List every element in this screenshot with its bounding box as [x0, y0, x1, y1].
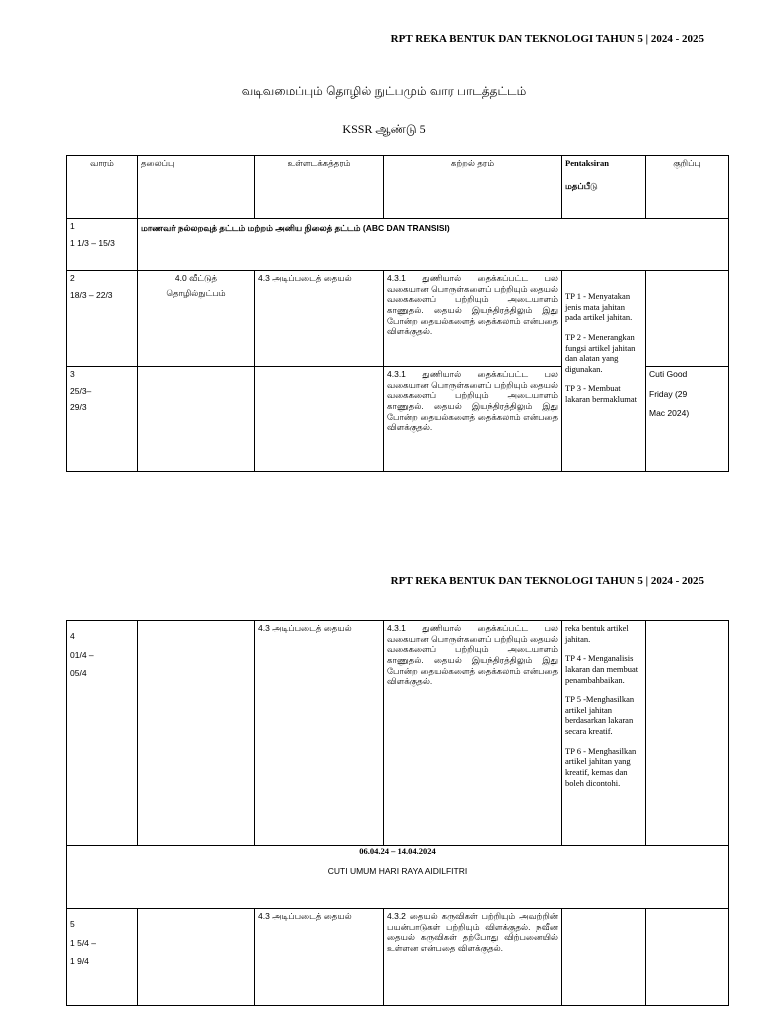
col-assessment — [562, 156, 646, 219]
col-week: வாரம் — [67, 156, 138, 219]
notes-cell — [646, 367, 729, 472]
week-dates: 29/3 — [70, 402, 87, 413]
lesson-plan-table-1 — [66, 155, 729, 472]
table-row — [67, 909, 729, 1006]
lesson-plan-table-2 — [66, 620, 729, 1006]
week-number: 3 — [70, 369, 75, 379]
learning-standard-cell: 4.3.1 துணியால் தைக்கப்பட்ட பல வகையான பொருள்களைப் பற்றியும் தையல் வகைகளைப் பற்றியும் அடையாளம் காணுதல். தையல் இயந்திரத்திலும் இது போன்ற தையல்களைத் தைக்கலாம் என்பதை விளக்குதல். — [384, 271, 562, 367]
week-cell — [67, 621, 138, 846]
week-dates: 1 9/4 — [70, 956, 89, 967]
topic-cell — [138, 621, 255, 846]
week-cell — [67, 367, 138, 472]
assessment-cell — [562, 621, 646, 846]
assessment-tamil-label: மதப்பீடு — [565, 180, 598, 191]
learning-standard-cell: 4.3.1 துணியால் தைக்கப்பட்ட பல வகையான பொருள்களைப் பற்றியும் தையல் வகைகளைப் பற்றியும் அடையாளம் காணுதல். தையல் இயந்திரத்திலும் இது போன்ற தையல்களைத் தைக்கலாம் என்பதை விளக்குதல். — [384, 367, 562, 472]
week-dates: 1 5/4 – — [70, 937, 96, 948]
tp4-text: TP 4 - Menganalisis lakaran dan membuat penambahbaikan. — [565, 653, 639, 685]
week-cell — [67, 909, 138, 1006]
notes-cell — [646, 271, 729, 367]
tp2-text: TP 2 - Menerangkan fungsi artikel jahitan dan alatan yang digunakan. — [565, 331, 636, 374]
topic-cell — [138, 367, 255, 472]
tp5-text: TP 5 -Menghasilkan artikel jahitan berdasarkan lakaran secara kreatif. — [565, 694, 635, 736]
week-number: 4 — [70, 631, 75, 641]
col-notes: குறிப்பு — [646, 156, 729, 219]
col-content-standard: உள்ளடக்கத்தரம் — [255, 156, 384, 219]
week-number: 2 — [70, 273, 75, 283]
topic-cell — [138, 909, 255, 1006]
week-dates: 1 1/3 – 15/3 — [70, 237, 115, 248]
col-topic: தலைப்பு — [138, 156, 255, 219]
notes-line: Mac 2024) — [649, 408, 690, 419]
page-header: RPT REKA BENTUK DAN TEKNOLOGI TAHUN 5 | 2024 - 2025 — [390, 33, 704, 45]
week-cell — [67, 271, 138, 367]
week-number: 1 — [70, 221, 75, 231]
content-standard-cell: 4.3 அடிப்படைத் தையல் — [255, 909, 384, 1006]
notes-cell — [646, 909, 729, 1006]
col-learning-standard: கற்றல் தரம் — [384, 156, 562, 219]
plan-title-kssr: KSSR ஆண்டு 5 — [342, 122, 426, 136]
holiday-row — [67, 846, 729, 909]
tp1-text: TP 1 - Menyatakan jenis mata jahitan pada artikel jahitan. — [565, 291, 633, 323]
tp3-continued: reka bentuk artikel jahitan. — [565, 623, 629, 644]
orientation-banner: மாணவர் நல்லறவுத் தட்டம் மற்றம் அனிய நிலைத் தட்டம் (ABC DAN TRANSISI) — [138, 219, 729, 271]
holiday-dates: 06.04.24 – 14.04.2024 — [359, 846, 436, 856]
tp6-text: TP 6 - Menghasilkan artikel jahitan yang kreatif, kemas dan boleh dicontohi. — [565, 745, 637, 788]
week-cell — [67, 219, 138, 271]
content-standard-cell: 4.3 அடிப்படைத் தையல் — [255, 271, 384, 367]
week-dates: 01/4 – — [70, 649, 94, 660]
plan-title-tamil: வடிவமைப்பும் தொழில் நுட்பமும் வார பாடத்தட்டம் — [241, 84, 527, 98]
learning-standard-cell: 4.3.2 தையல் கருவிகள் பற்றியும் அவற்றின் பயன்பாடுகள் பற்றியும் விளக்குதல். நவீன தையல் கருவிகள் தற்போது விற்பனையில் உள்ளன என்பதை விளக்குதல். — [384, 909, 562, 1006]
table-row — [67, 271, 729, 367]
tp3-text: TP 3 - Membuat lakaran bermaklumat — [565, 383, 637, 404]
table-row — [67, 621, 729, 846]
assessment-cell — [562, 909, 646, 1006]
content-standard-cell: 4.3 அடிப்படைத் தையல் — [255, 621, 384, 846]
notes-cell — [646, 621, 729, 846]
topic-cell — [138, 271, 255, 367]
notes-line: Cuti Good — [649, 369, 688, 379]
week-dates: 05/4 — [70, 668, 87, 679]
holiday-label: CUTI UMUM HARI RAYA AIDILFITRI — [327, 865, 468, 876]
assessment-cell — [562, 271, 646, 472]
week-number: 5 — [70, 919, 75, 929]
week-dates: 18/3 – 22/3 — [70, 289, 113, 300]
content-standard-cell — [255, 367, 384, 472]
week-dates: 25/3– — [70, 385, 92, 396]
table-row — [67, 219, 729, 271]
topic-line: தொழில்நுட்பம் — [166, 287, 226, 298]
page-header: RPT REKA BENTUK DAN TEKNOLOGI TAHUN 5 | 2024 - 2025 — [390, 575, 704, 587]
learning-standard-cell: 4.3.1 துணியால் தைக்கப்பட்ட பல வகையான பொருள்களைப் பற்றியும் தையல் வகைகளைப் பற்றியும் அடையாளம் காணுதல். தையல் இயந்திரத்திலும் இது போன்ற தையல்களைத் தைக்கலாம் என்பதை விளக்குதல். — [384, 621, 562, 846]
notes-line: Friday (29 — [649, 388, 688, 399]
holiday-cell — [67, 846, 729, 909]
header-row — [67, 156, 729, 219]
topic-line: 4.0 வீட்டுத் — [174, 273, 218, 283]
pentaksiran-label: Pentaksiran — [565, 158, 609, 168]
